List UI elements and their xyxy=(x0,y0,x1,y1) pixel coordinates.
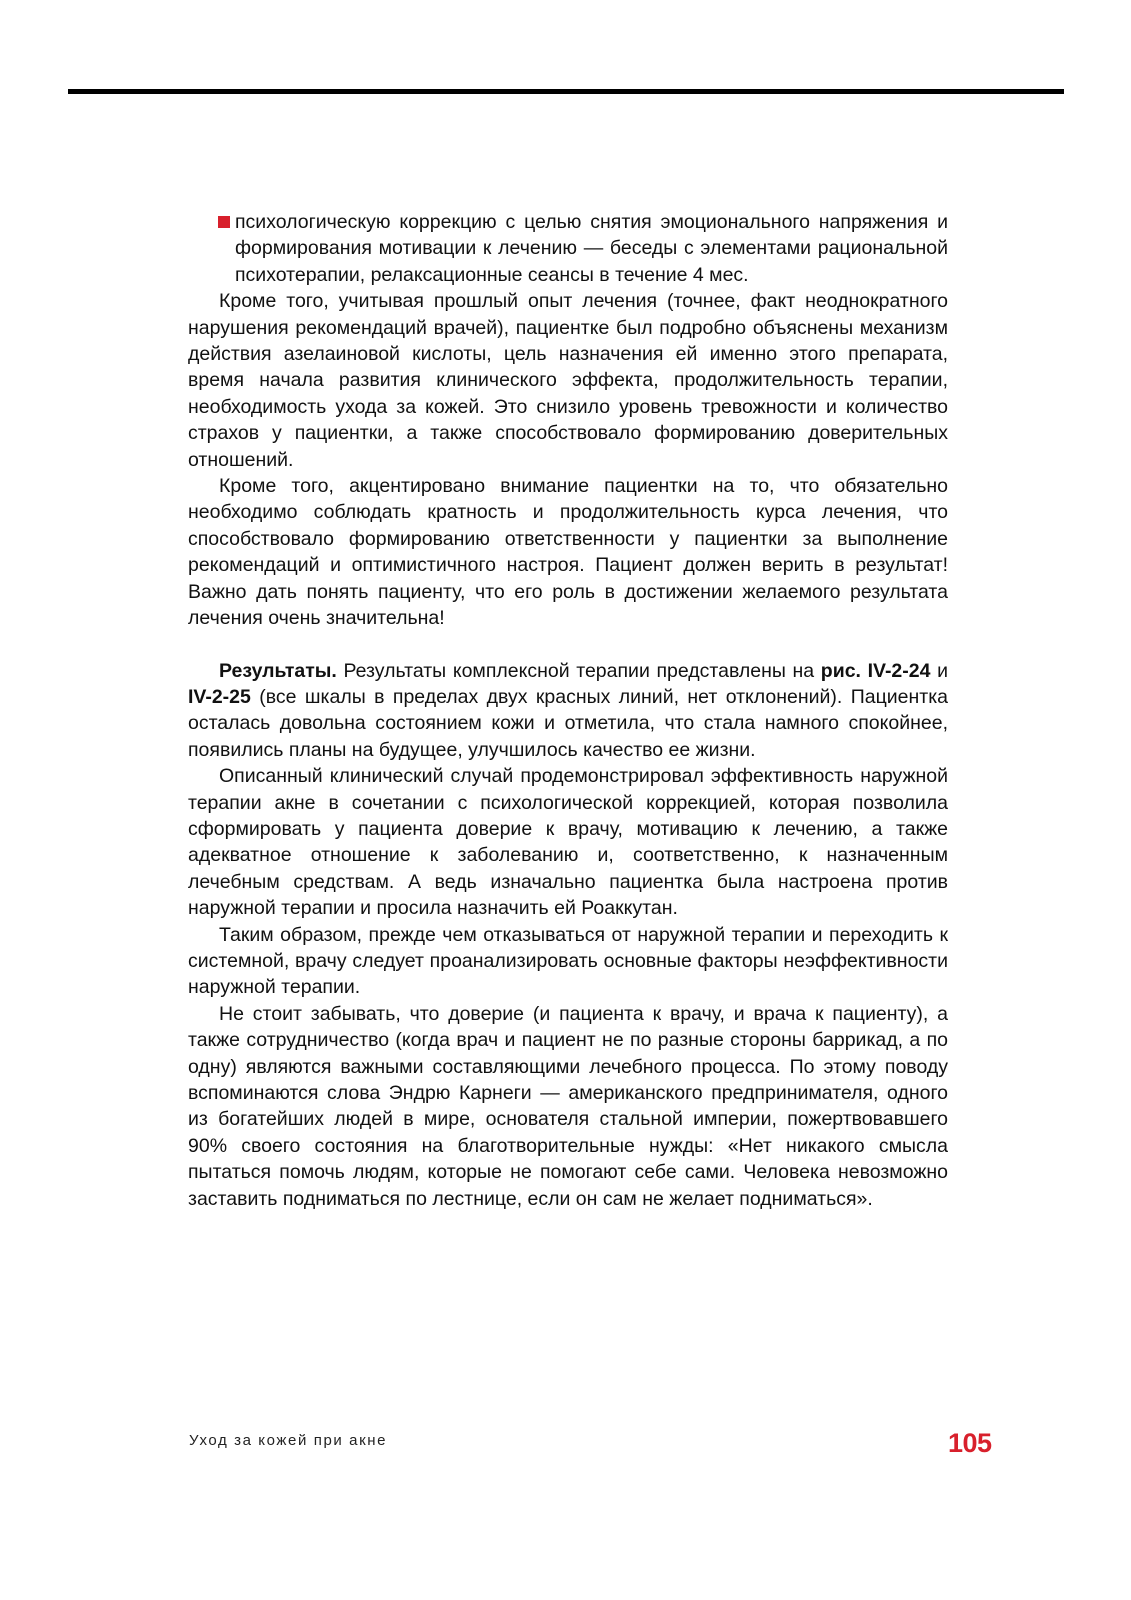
bullet-item xyxy=(188,209,948,288)
figure-ref-2: IV-2-25 xyxy=(188,685,251,708)
paragraph-results xyxy=(188,658,948,764)
results-text-2: и xyxy=(930,659,948,682)
top-rule xyxy=(68,89,1064,94)
figure-ref-1: рис. IV-2-24 xyxy=(820,659,931,682)
paragraph-responsibility: Кроме того, акцентировано внимание пациентки на то, что обязательно необходимо соблюдать кратность и продолжительность курса лечения, что способствовало формированию ответственности у пациентки за выполнение рекомендаций и оптимистичного настроя. Пациент должен верить в результат! Важно дать понять пациенту, что его роль в достижении желаемого результата лечения очень значительна! xyxy=(188,475,948,630)
paragraph-carnegie-quote: Не стоит забывать, что доверие (и пациента к врачу, и врача к пациенту), а также сотрудничество (когда врач и пациент не по разные стороны баррикад, а по одну) являются важными составляющими лечебного процесса. По этому поводу вспоминаются слова Эндрю Карнеги — американского предпринимателя, одного из богатейших людей в мире, основателя стальной империи, пожертвовавшего 90% своего состояния на благотворительные нужды: «Нет никакого смысла пытаться помочь людям, которые не помогают себе сами. Человека невозможно заставить подниматься по лестнице, если он сам не желает подниматься». xyxy=(188,1002,948,1210)
page-number: 105 xyxy=(948,1428,992,1458)
section-gap xyxy=(188,632,948,658)
paragraph-conclusion: Таким образом, прежде чем отказываться от наружной терапии и переходить к системной, врачу следует проанализировать основные факторы неэффективности наружной терапии. xyxy=(188,923,948,999)
bullet-text: психологическую коррекцию с целью снятия эмоционального напряжения и формирования мотивации к лечению — беседы с элементами рациональной психотерапии, релаксационные сеансы в течение 4 мес. xyxy=(235,211,948,286)
running-footer-title: Уход за кожей при акне xyxy=(189,1432,388,1449)
paragraph-case-summary: Описанный клинический случай продемонстрировал эффективность наружной терапии акне в сочетании с психологической коррекцией, которая позволила сформировать у пациента доверие к врачу, мотивацию к лечению, а также адекватное отношение к заболеванию и, соответственно, к назначенным лечебным средствам. А ведь изначально пациентка была настроена против наружной терапии и просила назначить ей Роаккутан. xyxy=(188,765,948,920)
paragraph-explanation: Кроме того, учитывая прошлый опыт лечения (точнее, факт неоднократного нарушения рекомендаций врачей), пациентке был подробно объяснены механизм действия азелаиновой кислоты, цель назначения ей именно этого препарата, время начала развития клинического эффекта, продолжительность терапии, необходимость ухода за кожей. Это снизило уровень тревожности и количество страхов у пациентки, а также способствовало формированию доверительных отношений. xyxy=(188,290,948,471)
page-body xyxy=(188,209,948,1212)
bullet-square-icon xyxy=(218,216,230,228)
results-text-1: Результаты комплексной терапии представлены на xyxy=(336,659,821,682)
results-text-3: (все шкалы в пределах двух красных линий, нет отклонений). Пациентка осталась довольна состоянием кожи и отметила, что стала намного спокойнее, появились планы на будущее, улучшилось качество ее жизни. xyxy=(188,685,948,761)
results-heading: Результаты. xyxy=(219,659,337,682)
